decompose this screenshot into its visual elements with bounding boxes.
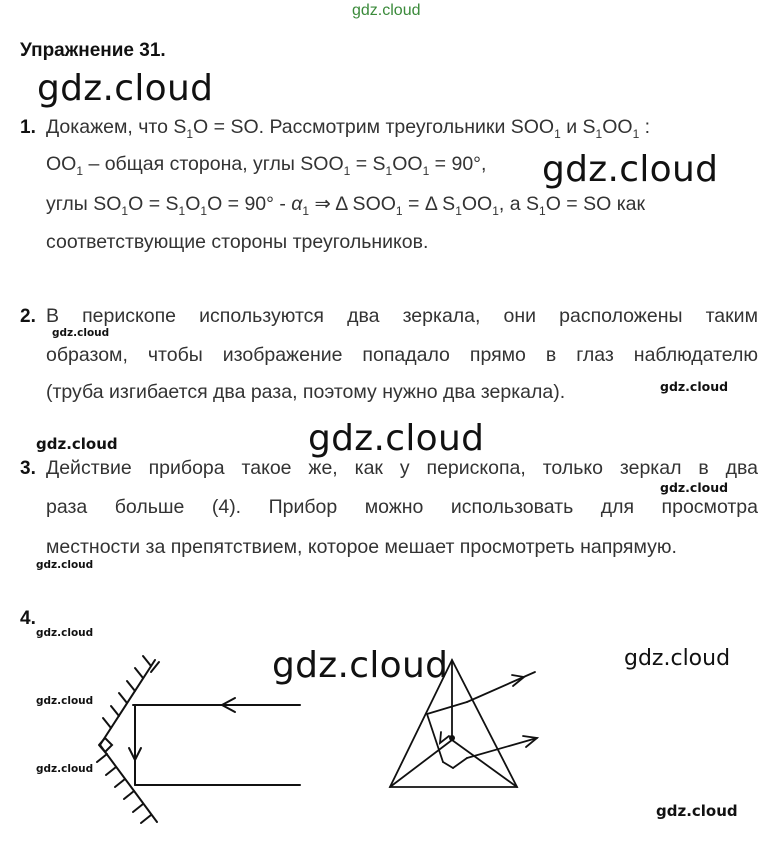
item-4-number: 4. bbox=[20, 608, 36, 629]
item-1-number: 1. bbox=[20, 117, 36, 138]
watermark-small: gdz.cloud bbox=[660, 480, 729, 495]
watermark-small: gdz.cloud bbox=[36, 695, 94, 707]
item-2-number: 2. bbox=[20, 306, 36, 327]
watermark-medium: gdz.cloud bbox=[624, 646, 731, 671]
item-1-line-2: $OO_1$ – общая сторона, углы $SOO_1 = S_1OO_1 = 90^\circ$, bbox=[46, 153, 487, 178]
watermark-small: gdz.cloud bbox=[656, 802, 738, 820]
item-1-line-1: Докажем, что $S_1O$ = SO. Рассмотрим треугольники $SOO_1$ и $S_1OO_1$ : bbox=[46, 116, 651, 141]
item-1-line-3: углы $SO_1O = S_1O_1O = 90^\circ - \alpha_1$ ⇒ Δ $SOO_1 = \Delta$ $S_1OO_1$, а $S_1O$ = SO как bbox=[46, 193, 646, 218]
watermark-small: gdz.cloud bbox=[36, 627, 94, 639]
watermark-small: gdz.cloud bbox=[36, 435, 118, 453]
item-2-line-2: образом, чтобы изображение попадало прямо в глаз наблюдателю bbox=[46, 344, 758, 366]
watermark-large: gdz.cloud bbox=[308, 418, 485, 459]
watermark-top: gdz.cloud bbox=[352, 2, 421, 19]
watermark-small: gdz.cloud bbox=[660, 379, 729, 394]
periscope-diagram bbox=[85, 650, 315, 830]
exercise-title: Упражнение 31. bbox=[20, 40, 166, 61]
watermark-small: gdz.cloud bbox=[52, 327, 110, 339]
item-1-line-4: соответствующие стороны треугольников. bbox=[46, 231, 429, 253]
prism-diagram bbox=[385, 650, 555, 800]
watermark-small: gdz.cloud bbox=[36, 763, 94, 775]
item-2-line-3: (труба изгибается два раза, поэтому нужно два зеркала). bbox=[46, 381, 566, 403]
watermark-large: gdz.cloud bbox=[542, 149, 719, 190]
item-2-line-1: В перископе используются два зеркала, они расположены таким bbox=[46, 305, 758, 327]
item-3-number: 3. bbox=[20, 458, 36, 479]
item-3-line-2: раза больше (4). Прибор можно использовать для просмотра bbox=[46, 496, 758, 518]
watermark-large: gdz.cloud bbox=[272, 645, 449, 686]
item-3-line-1: Действие прибора такое же, как у перископа, только зеркал в два bbox=[46, 457, 758, 479]
watermark-large: gdz.cloud bbox=[37, 68, 214, 109]
item-3-line-3: местности за препятствием, которое мешает просмотреть напрямую. bbox=[46, 536, 677, 558]
watermark-small: gdz.cloud bbox=[36, 559, 94, 571]
